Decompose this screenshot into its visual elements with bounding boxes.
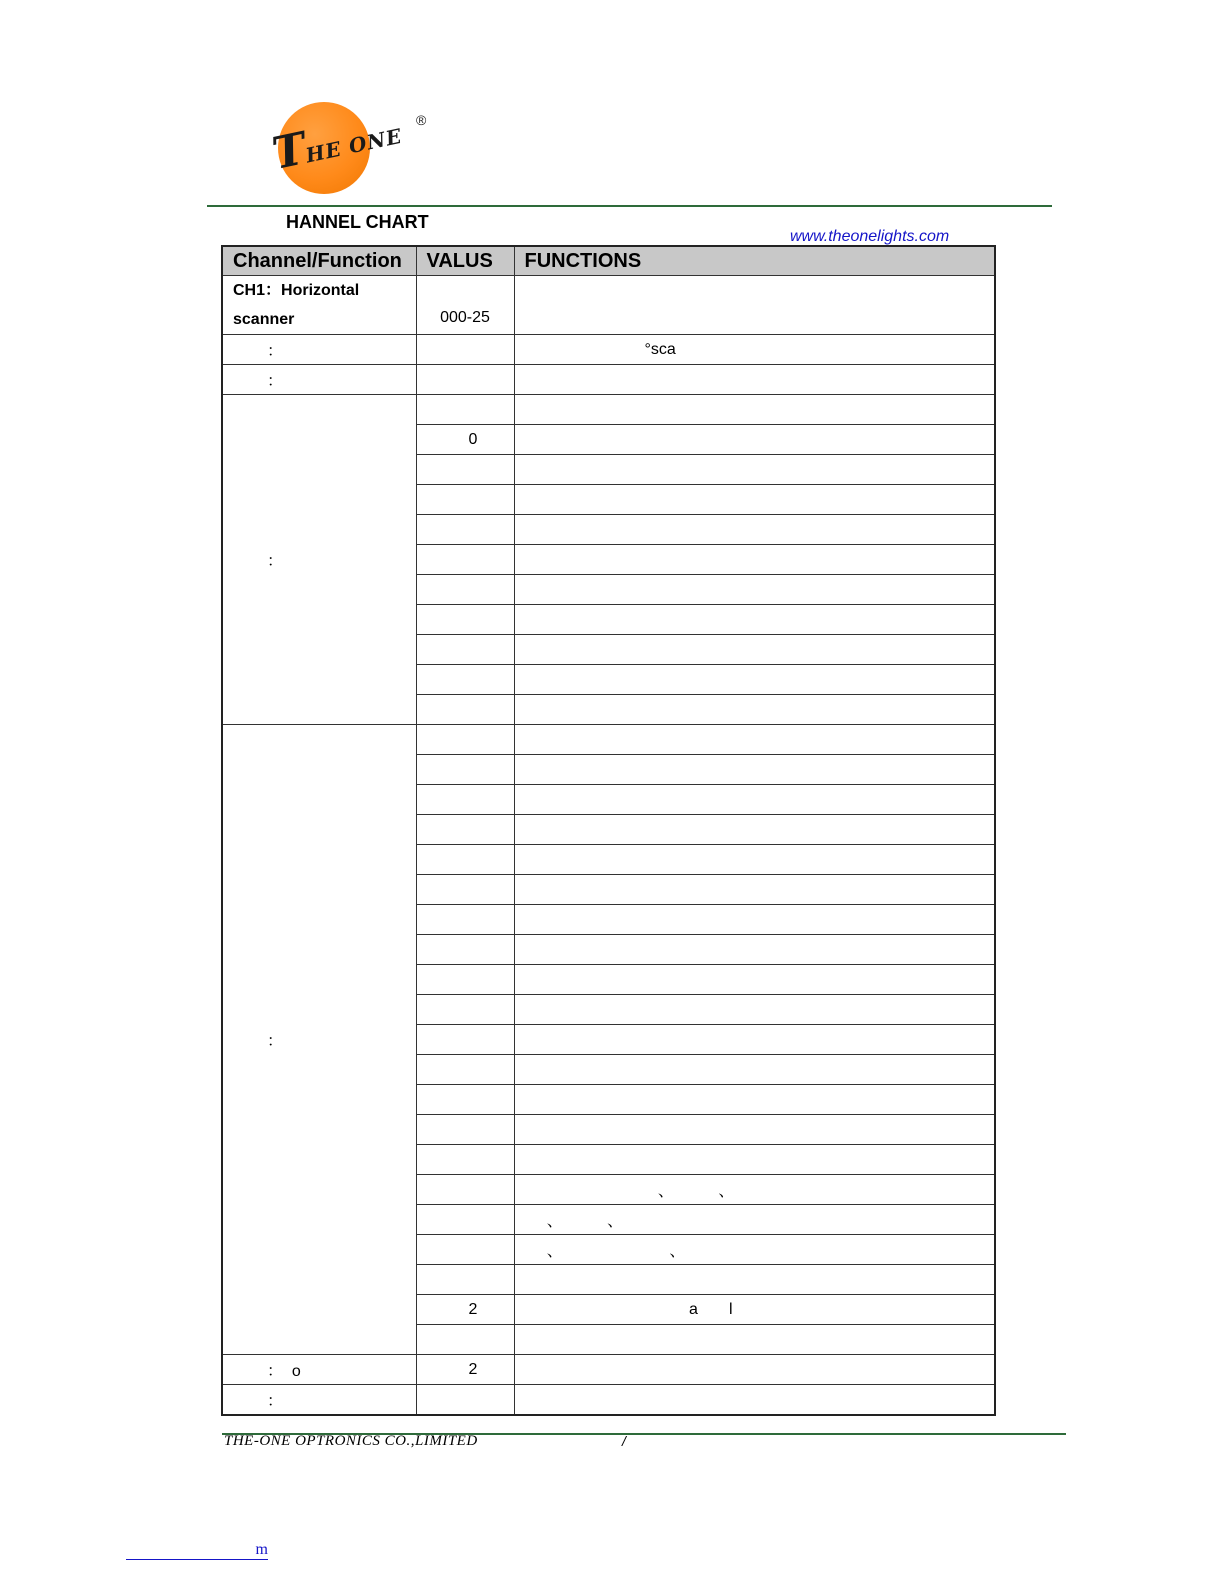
value-cell [416, 1175, 514, 1205]
bottom-link[interactable]: m [126, 1541, 268, 1560]
value-cell [416, 1295, 514, 1325]
value-cell [416, 425, 514, 455]
value-cell [416, 635, 514, 665]
value-cell [416, 1325, 514, 1355]
header-rule [207, 205, 1052, 207]
function-cell [514, 1355, 995, 1385]
function-cell [514, 575, 995, 605]
value-cell [416, 1025, 514, 1055]
value-cell [416, 695, 514, 725]
website-link[interactable]: www.theonelights.com [790, 228, 950, 245]
table-row [222, 335, 995, 365]
function-cell [514, 785, 995, 815]
value-cell [416, 365, 514, 395]
function-cell [514, 545, 995, 575]
value-text: 0 [468, 430, 478, 448]
footer-page-mark: / [622, 1433, 626, 1449]
footer-company-name: THE-ONE OPTRONICS CO.,LIMITED [224, 1433, 478, 1449]
value-cell [416, 1205, 514, 1235]
function-cell [514, 1145, 995, 1175]
function-cell [514, 1085, 995, 1115]
channel-cell [222, 395, 416, 725]
header-functions: FUNCTIONS [514, 246, 995, 276]
value-cell [416, 1355, 514, 1385]
channel-cell [222, 1355, 416, 1385]
table-row [222, 276, 995, 335]
value-cell [416, 605, 514, 635]
value-cell [416, 545, 514, 575]
function-cell [514, 905, 995, 935]
function-cell [514, 815, 995, 845]
function-cell [514, 1025, 995, 1055]
function-cell [514, 665, 995, 695]
value-cell [416, 515, 514, 545]
channel-label: ： [267, 1393, 284, 1410]
table-row [222, 1385, 995, 1416]
value-cell [416, 995, 514, 1025]
value-cell [416, 755, 514, 785]
function-cell [514, 485, 995, 515]
value-text: 2 [468, 1360, 478, 1378]
company-logo [268, 102, 442, 202]
value-cell [416, 845, 514, 875]
value-cell [416, 485, 514, 515]
channel-chart-table [221, 245, 996, 1416]
channel-label: ： [267, 373, 284, 390]
function-cell [514, 395, 995, 425]
value-cell [416, 1115, 514, 1145]
value-cell [416, 335, 514, 365]
function-text: °sca [644, 340, 676, 358]
channel-cell [222, 1385, 416, 1416]
channel-label: ： [267, 343, 284, 360]
value-cell [416, 1385, 514, 1416]
value-cell [416, 965, 514, 995]
function-cell [514, 335, 995, 365]
function-cell: 、 、 [514, 1235, 995, 1265]
function-cell [514, 695, 995, 725]
table-header-row [222, 246, 995, 276]
function-cell [514, 1115, 995, 1145]
function-cell [514, 1325, 995, 1355]
table-row [222, 1355, 995, 1385]
value-cell [416, 815, 514, 845]
value-cell [416, 1235, 514, 1265]
table-row [222, 365, 995, 395]
function-cell: 、 、 [514, 1205, 995, 1235]
table-row [222, 395, 995, 425]
value-cell [416, 935, 514, 965]
channel-label: ： o [267, 1363, 301, 1380]
value-cell [416, 785, 514, 815]
header-channel-function: Channel/Function [222, 246, 416, 276]
function-cell [514, 365, 995, 395]
channel-cell [222, 365, 416, 395]
value-cell [416, 1265, 514, 1295]
channel-cell [222, 335, 416, 365]
function-cell [514, 755, 995, 785]
function-cell [514, 635, 995, 665]
function-cell [514, 515, 995, 545]
function-cell: 、 、 [514, 1175, 995, 1205]
value-text: 000-25 [440, 309, 490, 326]
channel-label: ： [267, 1033, 284, 1050]
value-cell [416, 276, 514, 335]
value-cell [416, 725, 514, 755]
function-cell [514, 605, 995, 635]
channel-label-line2: scanner [233, 311, 295, 328]
table-row [222, 725, 995, 755]
page-title: HANNEL CHART [286, 212, 429, 232]
value-cell [416, 905, 514, 935]
value-cell [416, 875, 514, 905]
value-cell [416, 1145, 514, 1175]
channel-cell [222, 725, 416, 1355]
function-cell [514, 995, 995, 1025]
value-cell [416, 665, 514, 695]
function-cell [514, 425, 995, 455]
function-cell [514, 935, 995, 965]
function-cell [514, 875, 995, 905]
channel-label-line1: CH1：Horizontal [233, 282, 360, 299]
function-cell [514, 455, 995, 485]
function-cell [514, 1385, 995, 1416]
function-cell [514, 725, 995, 755]
value-cell [416, 575, 514, 605]
value-cell [416, 1085, 514, 1115]
logo-wordmark: THE ONE [268, 123, 405, 180]
function-cell [514, 845, 995, 875]
value-cell [416, 455, 514, 485]
function-cell [514, 1265, 995, 1295]
channel-label: ： [267, 553, 284, 570]
value-cell [416, 1055, 514, 1085]
channel-cell [222, 276, 416, 335]
value-cell [416, 395, 514, 425]
function-cell [514, 276, 995, 335]
value-text: 2 [468, 1300, 478, 1318]
registered-mark: ® [416, 112, 427, 128]
header-values: VALUS [416, 246, 514, 276]
function-cell [514, 965, 995, 995]
function-cell: a l [514, 1295, 995, 1325]
function-cell [514, 1055, 995, 1085]
